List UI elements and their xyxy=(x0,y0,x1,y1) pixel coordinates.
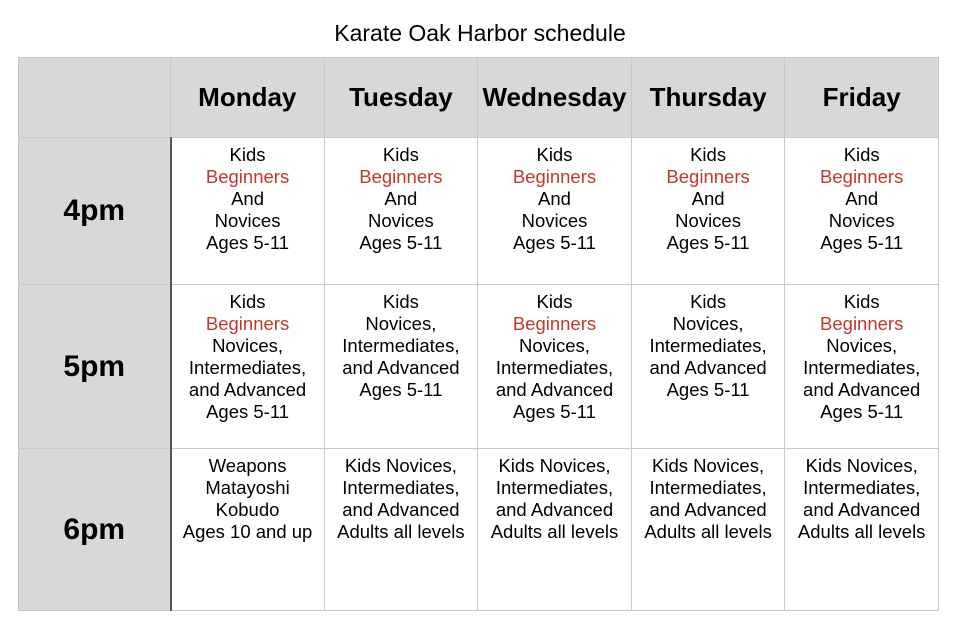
level-highlight: Beginners xyxy=(359,166,443,187)
class-cell-monday-6pm xyxy=(171,449,325,611)
class-line: And xyxy=(384,188,418,209)
class-cell-tuesday-5pm xyxy=(324,285,478,449)
class-line: Ages 5-11 xyxy=(666,379,750,400)
class-line: Kids Novices, xyxy=(805,455,918,476)
class-cell-thursday-6pm xyxy=(631,449,785,611)
class-line: And xyxy=(691,188,725,209)
class-line: Kids xyxy=(536,144,573,165)
class-cell-tuesday-6pm xyxy=(324,449,478,611)
class-line: and Advanced xyxy=(649,499,767,520)
class-line: Kobudo xyxy=(215,499,280,520)
class-line: and Advanced xyxy=(495,379,614,400)
class-cell-monday-5pm xyxy=(171,285,325,449)
class-line: Intermediates, xyxy=(803,477,921,498)
class-cell-friday-6pm xyxy=(785,449,939,611)
class-line: Kids Novices, xyxy=(498,455,611,476)
class-line: Novices, xyxy=(826,335,898,356)
class-line: Novices xyxy=(828,210,895,231)
class-line: Ages 5-11 xyxy=(513,232,596,253)
level-highlight: Beginners xyxy=(820,313,904,334)
class-line: Ages 5-11 xyxy=(206,401,290,422)
class-cell-monday-4pm xyxy=(171,138,325,285)
class-line: Novices xyxy=(675,210,741,231)
class-line: Intermediates, xyxy=(495,357,614,378)
class-line: Kids xyxy=(382,144,419,165)
class-line: Ages 5-11 xyxy=(820,232,904,253)
time-label-4pm: 4pm xyxy=(19,138,171,285)
day-header-monday: Monday xyxy=(171,58,325,138)
class-cell-wednesday-5pm xyxy=(478,285,632,449)
day-header-wednesday: Wednesday xyxy=(478,58,632,138)
class-line: Adults all levels xyxy=(337,521,465,542)
level-highlight: Beginners xyxy=(512,166,597,187)
level-highlight: Beginners xyxy=(512,313,597,334)
class-line: Novices, xyxy=(365,313,437,334)
class-line: and Advanced xyxy=(495,499,614,520)
header-row xyxy=(19,58,939,138)
corner-cell xyxy=(19,58,171,138)
schedule-row-4pm xyxy=(19,138,939,285)
class-cell-friday-4pm xyxy=(785,138,939,285)
class-line: Intermediates, xyxy=(803,357,921,378)
class-line: Intermediates, xyxy=(188,357,307,378)
day-header-friday: Friday xyxy=(785,58,939,138)
class-line: Kids xyxy=(382,291,419,312)
class-line: Novices, xyxy=(519,335,590,356)
day-header-thursday: Thursday xyxy=(631,58,785,138)
class-line: Weapons xyxy=(208,455,287,476)
class-line: Intermediates, xyxy=(649,477,767,498)
class-line: and Advanced xyxy=(803,499,921,520)
page-title: Karate Oak Harbor schedule xyxy=(334,20,626,46)
level-highlight: Beginners xyxy=(205,166,290,187)
time-label-5pm: 5pm xyxy=(19,285,171,449)
day-header-tuesday: Tuesday xyxy=(324,58,478,138)
schedule-table xyxy=(18,57,939,611)
class-line: Novices, xyxy=(212,335,284,356)
class-cell-thursday-4pm xyxy=(631,138,785,285)
class-line: Matayoshi xyxy=(205,477,290,498)
class-line: and Advanced xyxy=(342,499,460,520)
class-line: Ages 5-11 xyxy=(206,232,290,253)
class-line: And xyxy=(538,188,571,209)
class-line: Novices xyxy=(214,210,281,231)
class-line: Ages 5-11 xyxy=(820,401,904,422)
class-line: Intermediates, xyxy=(495,477,614,498)
class-line: Adults all levels xyxy=(797,521,926,542)
class-line: And xyxy=(845,188,879,209)
class-line: And xyxy=(231,188,264,209)
class-cell-tuesday-4pm xyxy=(324,138,478,285)
class-line: Kids xyxy=(843,291,880,312)
class-line: and Advanced xyxy=(649,357,767,378)
class-line: Ages 10 and up xyxy=(182,521,313,542)
class-line: Novices xyxy=(521,210,588,231)
class-line: and Advanced xyxy=(188,379,307,400)
class-line: Kids Novices, xyxy=(344,455,457,476)
schedule-body xyxy=(19,138,939,611)
class-line: and Advanced xyxy=(342,357,460,378)
class-line: Kids xyxy=(229,144,266,165)
schedule-row-6pm xyxy=(19,449,939,611)
class-line: Ages 5-11 xyxy=(359,379,443,400)
class-line: Kids Novices, xyxy=(652,455,765,476)
class-cell-friday-5pm xyxy=(785,285,939,449)
class-line: Kids xyxy=(536,291,573,312)
class-line: Adults all levels xyxy=(644,521,772,542)
class-line: Kids xyxy=(843,144,880,165)
class-line: Novices, xyxy=(672,313,744,334)
class-cell-wednesday-6pm xyxy=(478,449,632,611)
class-line: Adults all levels xyxy=(490,521,619,542)
class-line: Ages 5-11 xyxy=(513,401,596,422)
class-line: Intermediates, xyxy=(342,477,460,498)
time-label-6pm: 6pm xyxy=(19,449,171,611)
class-cell-thursday-5pm xyxy=(631,285,785,449)
class-line: Kids xyxy=(690,291,727,312)
class-line: Ages 5-11 xyxy=(666,232,750,253)
schedule-row-5pm xyxy=(19,285,939,449)
class-line: Kids xyxy=(690,144,727,165)
level-highlight: Beginners xyxy=(666,166,750,187)
class-line: Kids xyxy=(229,291,266,312)
level-highlight: Beginners xyxy=(205,313,290,334)
class-line: Intermediates, xyxy=(342,335,460,356)
class-line: Intermediates, xyxy=(649,335,767,356)
class-line: and Advanced xyxy=(803,379,921,400)
class-line: Novices xyxy=(367,210,434,231)
level-highlight: Beginners xyxy=(820,166,904,187)
class-cell-wednesday-4pm xyxy=(478,138,632,285)
class-line: Ages 5-11 xyxy=(359,232,443,253)
